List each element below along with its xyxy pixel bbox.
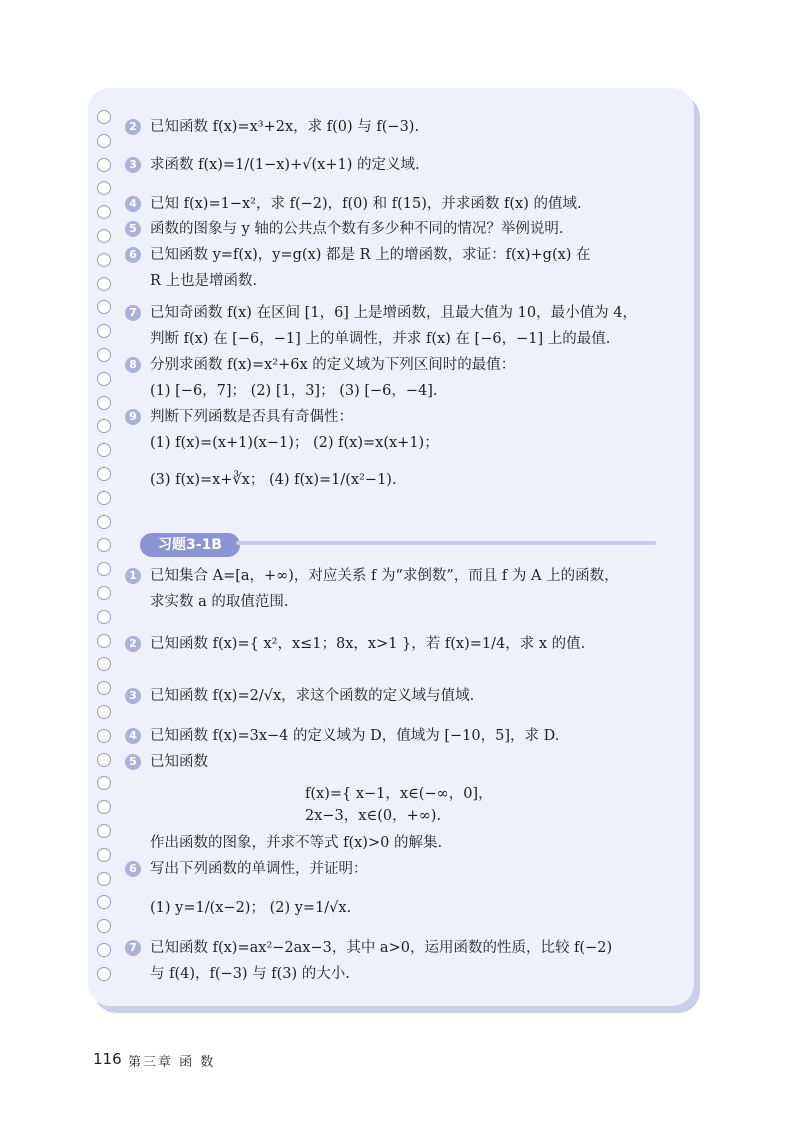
exercise-line: R 上也是增函数. xyxy=(150,273,258,289)
item-number: 7 xyxy=(125,305,141,321)
binder-ring xyxy=(97,372,111,386)
chapter-title: 第三章 函 数 xyxy=(128,1055,216,1070)
binder-ring xyxy=(97,634,111,648)
section-title: 习题3-1B xyxy=(140,533,240,557)
page-number: 116 xyxy=(93,1050,122,1068)
exercise-line: 已知函数 f(x)=ax²−2ax−3，其中 a>0，运用函数的性质，比较 f(−2) xyxy=(150,940,613,956)
binder-ring xyxy=(97,943,111,957)
section-rule xyxy=(236,541,656,545)
binder-ring xyxy=(97,253,111,267)
exercise-line: 已知函数 f(x)=3x−4 的定义域为 D，值域为 [−10，5]，求 D. xyxy=(150,728,560,744)
exercise-line: 分别求函数 f(x)=x²+6x 的定义域为下列区间时的最值： xyxy=(150,357,516,373)
item-number: 6 xyxy=(125,247,141,263)
item-number: 4 xyxy=(125,728,141,744)
exercise-line: 作出函数的图象，并求不等式 f(x)>0 的解集. xyxy=(150,835,443,851)
item-number: 1 xyxy=(125,568,141,584)
binder-ring xyxy=(97,229,111,243)
exercise-line: 已知奇函数 f(x) 在区间 [1，6] 上是增函数，且最大值为 10，最小值为 4， xyxy=(150,305,637,321)
binder-ring xyxy=(97,967,111,981)
exercise-line: 判断下列函数是否具有奇偶性： xyxy=(150,409,353,425)
binder-ring xyxy=(97,467,111,481)
item-number: 7 xyxy=(125,940,141,956)
exercise-line: (1) [−6，7]； (2) [1，3]； (3) [−6，−4]. xyxy=(150,383,438,399)
item-number: 6 xyxy=(125,861,141,877)
piecewise-line: f(x)={ x−1，x∈(−∞，0]， xyxy=(305,786,493,802)
exercise-line: (1) y=1/(x−2)； (2) y=1/√x. xyxy=(150,900,352,916)
exercise-line: 求实数 a 的取值范围. xyxy=(150,594,289,610)
binder-ring xyxy=(97,110,111,124)
binder-ring xyxy=(97,277,111,291)
piecewise-line: 2x−3，x∈(0，+∞). xyxy=(305,808,442,824)
binder-ring xyxy=(97,824,111,838)
exercise-line: 已知 f(x)=1−x²，求 f(−2)，f(0) 和 f(15)，并求函数 f(x) 的值域. xyxy=(150,196,582,212)
binder-ring xyxy=(97,491,111,505)
binder-ring xyxy=(97,348,111,362)
exercise-line: 写出下列函数的单调性，并证明： xyxy=(150,861,368,877)
binder-ring xyxy=(97,848,111,862)
binder-ring xyxy=(97,705,111,719)
item-number: 4 xyxy=(125,196,141,212)
item-number: 8 xyxy=(125,357,141,373)
item-number: 5 xyxy=(125,221,141,237)
binder-ring xyxy=(97,515,111,529)
exercise-line: 已知函数 xyxy=(150,754,208,770)
exercise-line: 已知函数 f(x)={ x²，x≤1；8x，x>1 }，若 f(x)=1/4，求 x 的值. xyxy=(150,636,586,652)
item-number: 5 xyxy=(125,754,141,770)
item-number: 2 xyxy=(125,119,141,135)
exercise-line: 已知函数 f(x)=x³+2x，求 f(0) 与 f(−3). xyxy=(150,119,420,135)
binder-ring xyxy=(97,158,111,172)
binder-ring xyxy=(97,610,111,624)
exercise-line: 与 f(4)，f(−3) 与 f(3) 的大小. xyxy=(150,966,350,982)
binder-ring xyxy=(97,753,111,767)
binder-ring xyxy=(97,872,111,886)
exercise-line: 函数的图象与 y 轴的公共点个数有多少种不同的情况？举例说明. xyxy=(150,221,564,237)
exercise-line: 已知函数 f(x)=2/√x，求这个函数的定义域与值域. xyxy=(150,688,475,704)
binder-ring xyxy=(97,396,111,410)
exercise-line: (3) f(x)=x+∛x； (4) f(x)=1/(x²−1). xyxy=(150,472,397,488)
binder-ring xyxy=(97,729,111,743)
exercise-line: 求函数 f(x)=1/(1−x)+√(x+1) 的定义域. xyxy=(150,157,420,173)
binder-ring xyxy=(97,134,111,148)
exercise-line: 已知函数 y=f(x)，y=g(x) 都是 R 上的增函数，求证：f(x)+g(x) 在 xyxy=(150,247,591,263)
exercise-line: 已知集合 A=[a，+∞)，对应关系 f 为“求倒数”，而且 f 为 A 上的函数， xyxy=(150,568,619,584)
binder-ring xyxy=(97,586,111,600)
item-number: 3 xyxy=(125,157,141,173)
item-number: 2 xyxy=(125,636,141,652)
exercise-line: (1) f(x)=(x+1)(x−1)； (2) f(x)=x(x+1)； xyxy=(150,435,439,451)
item-number: 9 xyxy=(125,409,141,425)
exercise-line: 判断 f(x) 在 [−6，−1] 上的单调性，并求 f(x) 在 [−6，−1] 上的最值. xyxy=(150,331,611,347)
item-number: 3 xyxy=(125,688,141,704)
